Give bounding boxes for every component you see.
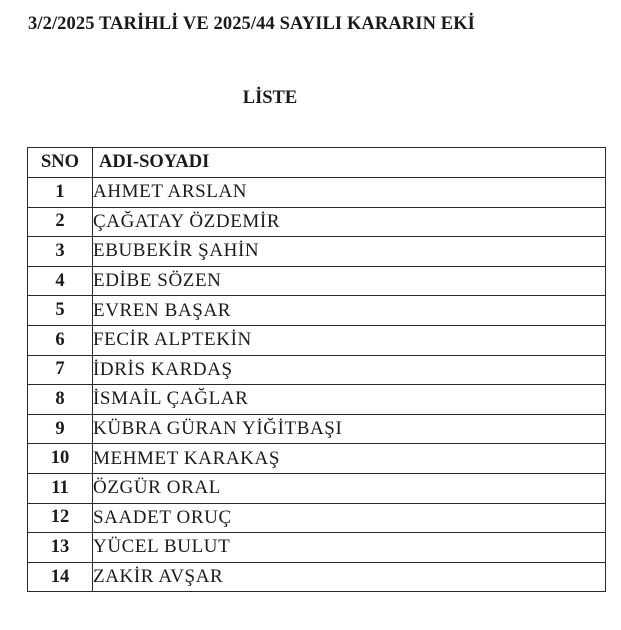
row-number: 10: [28, 444, 93, 474]
table-row: [28, 414, 606, 444]
row-number: 12: [28, 503, 93, 533]
row-name: YÜCEL BULUT: [93, 533, 606, 563]
row-number: 14: [28, 562, 93, 592]
row-name: SAADET ORUÇ: [93, 503, 606, 533]
table-row: [28, 237, 606, 267]
row-name: KÜBRA GÜRAN YİĞİTBAŞI: [93, 414, 606, 444]
row-number: 2: [28, 207, 93, 237]
table-row: [28, 533, 606, 563]
row-name: FECİR ALPTEKİN: [93, 325, 606, 355]
row-name: AHMET ARSLAN: [93, 178, 606, 208]
row-name: EVREN BAŞAR: [93, 296, 606, 326]
row-number: 13: [28, 533, 93, 563]
row-name: EDİBE SÖZEN: [93, 266, 606, 296]
column-header-sno: SNO: [28, 148, 93, 178]
table-row: [28, 503, 606, 533]
row-name: ZAKİR AVŞAR: [93, 562, 606, 592]
table-row: [28, 355, 606, 385]
table-row: [28, 385, 606, 415]
row-name: İSMAİL ÇAĞLAR: [93, 385, 606, 415]
list-title: LİSTE: [242, 88, 298, 108]
table-row: [28, 207, 606, 237]
row-number: 1: [28, 178, 93, 208]
table-header-row: [28, 148, 606, 178]
row-number: 4: [28, 266, 93, 296]
row-name: EBUBEKİR ŞAHİN: [93, 237, 606, 267]
row-number: 8: [28, 385, 93, 415]
table-row: [28, 473, 606, 503]
row-number: 5: [28, 296, 93, 326]
row-name: MEHMET KARAKAŞ: [93, 444, 606, 474]
row-name: ÖZGÜR ORAL: [93, 473, 606, 503]
table-row: [28, 178, 606, 208]
table-row: [28, 444, 606, 474]
row-number: 3: [28, 237, 93, 267]
row-number: 6: [28, 325, 93, 355]
table-row: [28, 266, 606, 296]
row-number: 7: [28, 355, 93, 385]
document-heading: 3/2/2025 TARİHLİ VE 2025/44 SAYILI KARARIN EKİ: [28, 14, 475, 34]
row-number: 11: [28, 473, 93, 503]
table-row: [28, 296, 606, 326]
row-number: 9: [28, 414, 93, 444]
table-row: [28, 562, 606, 592]
row-name: ÇAĞATAY ÖZDEMİR: [93, 207, 606, 237]
column-header-name: ADI-SOYADI: [93, 148, 606, 178]
names-table: [27, 147, 606, 592]
row-name: İDRİS KARDAŞ: [93, 355, 606, 385]
table-row: [28, 325, 606, 355]
